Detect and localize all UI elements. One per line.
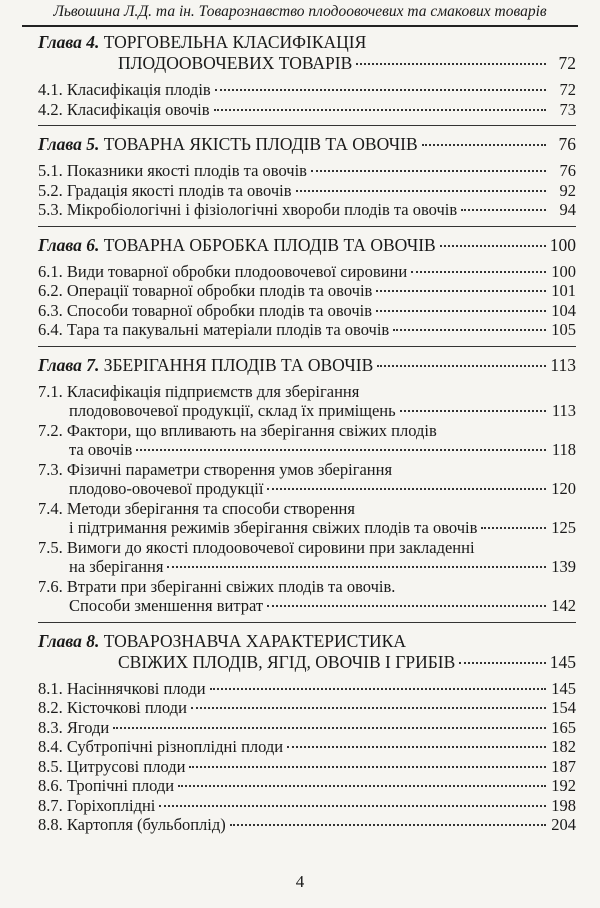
section-title-line: 8.4. Субтропічні різноплідні плоди: [38, 737, 284, 756]
section-title-line: 7.5. Вимоги до якості плодоовочевої сировини при закладенні: [38, 537, 475, 557]
dot-leader: [459, 662, 545, 664]
section-page: 72: [559, 80, 576, 99]
section-page: 92: [559, 180, 576, 200]
dot-leader: [191, 707, 546, 709]
section-title-line: 7.1. Класифікація підприємств для зберігання: [38, 381, 360, 401]
dot-leader: [113, 727, 546, 729]
section-entry: [38, 80, 576, 100]
section-entry: [38, 776, 576, 796]
section-page: 100: [551, 261, 576, 281]
chapter-heading: [38, 235, 576, 256]
chapter-label: Глава 6.: [38, 234, 100, 255]
section-page: 182: [551, 737, 576, 756]
section-page: 101: [551, 281, 576, 300]
chapter-page: 76: [558, 134, 576, 154]
page-number: 4: [295, 872, 305, 891]
dot-leader: [440, 245, 546, 247]
section-title-line: та овочів: [69, 440, 133, 459]
dot-leader: [411, 271, 546, 273]
chapter-entry: [38, 355, 576, 616]
section-title-line: 8.2. Кісточкові плоди: [38, 698, 187, 717]
dot-leader: [230, 824, 546, 826]
section-page: 204: [551, 815, 576, 834]
chapter-entry: [38, 32, 576, 119]
section-entry: [38, 161, 576, 181]
dot-leader: [178, 785, 546, 787]
section-page: 104: [551, 300, 576, 320]
chapter-divider: [38, 346, 576, 347]
section-title-line: 5.2. Градація якості плодів та овочів: [38, 180, 292, 200]
section-entry: [38, 200, 576, 220]
section-entry: [38, 796, 576, 816]
section-page: 187: [551, 756, 576, 776]
dot-leader: [311, 170, 546, 172]
section-entry: [38, 757, 576, 777]
dot-leader: [461, 209, 546, 211]
section-entry: [38, 499, 576, 538]
section-title-line: 8.3. Ягоди: [38, 717, 110, 737]
section-title-line: 8.6. Тропічні плоди: [38, 776, 175, 795]
section-title-line: 6.1. Види товарної обробки плодоовочевої сировини: [38, 261, 408, 281]
chapter-heading: [38, 631, 576, 673]
section-page: 165: [551, 717, 576, 737]
section-page: 142: [551, 596, 576, 615]
section-entry: [38, 281, 576, 301]
chapter-heading: [38, 32, 576, 74]
section-entry: [38, 698, 576, 718]
chapter-page: 100: [549, 234, 576, 255]
section-title-line: 4.1. Класифікація плодів: [38, 80, 211, 99]
section-title-line: Способи зменшення витрат: [69, 596, 264, 615]
chapter-page: 145: [549, 651, 576, 672]
section-page: 139: [551, 557, 576, 576]
section-entry: [38, 538, 576, 577]
section-page: 145: [551, 678, 576, 698]
section-entry: [38, 421, 576, 460]
chapter-heading: [38, 355, 576, 376]
dot-leader: [287, 746, 546, 748]
dot-leader: [210, 688, 546, 690]
section-title-line: плодововочевої продукції, склад їх приміщень: [69, 401, 396, 420]
dot-leader: [189, 766, 546, 768]
chapter-page: 72: [558, 53, 576, 73]
dot-leader: [422, 144, 546, 146]
section-title-line: 7.2. Фактори, що впливають на зберігання свіжих плодів: [38, 420, 437, 440]
section-entry: [38, 679, 576, 699]
dot-leader: [136, 449, 546, 451]
section-entry: [38, 181, 576, 201]
section-entry: [38, 382, 576, 421]
dot-leader: [296, 190, 547, 192]
section-title-line: плодово-овочевої продукції: [69, 479, 264, 498]
chapter-entry: [38, 235, 576, 340]
chapter-title-line: ТОВАРНА ЯКІСТЬ ПЛОДІВ ТА ОВОЧІВ: [103, 134, 418, 154]
section-title-line: 8.7. Горіхоплідні: [38, 795, 156, 815]
section-page: 73: [559, 99, 576, 119]
chapter-heading: [38, 134, 576, 155]
table-of-contents: [38, 32, 576, 835]
section-entry: [38, 460, 576, 499]
section-title-line: 8.8. Картопля (бульбоплід): [38, 815, 226, 834]
chapter-entry: [38, 631, 576, 835]
running-header: Львошина Л.Д. та ін. Товарознавство плодоовочевих та смакових товарів: [22, 2, 578, 27]
section-entry: [38, 737, 576, 757]
section-page: 192: [551, 776, 576, 795]
section-page: 105: [551, 320, 576, 339]
dot-leader: [481, 527, 546, 529]
section-title-line: 4.2. Класифікація овочів: [38, 99, 210, 119]
chapter-entry: [38, 134, 576, 220]
dot-leader: [267, 605, 546, 607]
chapter-label: Глава 7.: [38, 354, 100, 375]
section-title-line: 5.3. Мікробіологічні і фізіологічні хвороби плодів та овочів: [38, 200, 458, 219]
section-page: 120: [551, 479, 576, 498]
dot-leader: [376, 290, 546, 292]
dot-leader: [267, 488, 546, 490]
section-title-line: 6.2. Операції товарної обробки плодів та овочів: [38, 281, 373, 300]
dot-leader: [214, 109, 546, 111]
section-page: 94: [559, 200, 576, 219]
section-entry: [38, 718, 576, 738]
dot-leader: [393, 329, 546, 331]
section-title-line: 6.4. Тара та пакувальні матеріали плодів та овочів: [38, 320, 390, 339]
chapter-title-line: ТОВАРОЗНАВЧА ХАРАКТЕРИСТИКА: [103, 630, 406, 651]
chapter-title-line: ТОРГОВЕЛЬНА КЛАСИФІКАЦІЯ: [103, 32, 367, 52]
dot-leader: [167, 566, 546, 568]
section-entry: [38, 815, 576, 835]
dot-leader: [377, 365, 546, 367]
dot-leader: [159, 805, 546, 807]
section-page: 76: [559, 161, 576, 180]
dot-leader: [400, 410, 546, 412]
chapter-page: 113: [550, 354, 576, 375]
section-page: 113: [551, 401, 576, 420]
section-title-line: 5.1. Показники якості плодів та овочів: [38, 161, 307, 180]
section-page: 125: [551, 518, 576, 537]
chapter-divider: [38, 622, 576, 623]
chapter-label: Глава 8.: [38, 630, 100, 651]
chapter-title-line: ПЛОДООВОЧЕВИХ ТОВАРІВ: [118, 53, 353, 73]
section-page: 118: [551, 440, 576, 459]
chapter-label: Глава 4.: [38, 32, 100, 52]
section-entry: [38, 320, 576, 340]
section-title-line: на зберігання: [69, 557, 164, 576]
section-title-line: і підтримання режимів зберігання свіжих плодів та овочів: [69, 518, 478, 537]
section-title-line: 8.1. Насіннячкові плоди: [38, 678, 206, 698]
chapter-label: Глава 5.: [38, 134, 100, 154]
section-entry: [38, 301, 576, 321]
dot-leader: [356, 63, 546, 65]
section-page: 198: [551, 795, 576, 815]
chapter-divider: [38, 125, 576, 126]
chapter-title-line: СВІЖИХ ПЛОДІВ, ЯГІД, ОВОЧІВ І ГРИБІВ: [118, 651, 456, 672]
chapter-divider: [38, 226, 576, 227]
dot-leader: [215, 89, 546, 91]
section-title-line: 7.3. Фізичні параметри створення умов зберігання: [38, 459, 393, 479]
section-title-line: 6.3. Способи товарної обробки плодів та овочів: [38, 300, 373, 320]
chapter-title-line: ТОВАРНА ОБРОБКА ПЛОДІВ ТА ОВОЧІВ: [103, 234, 436, 255]
dot-leader: [376, 310, 546, 312]
section-title-line: 7.6. Втрати при зберіганні свіжих плодів та овочів.: [38, 576, 396, 596]
chapter-title-line: ЗБЕРІГАННЯ ПЛОДІВ ТА ОВОЧІВ: [103, 354, 374, 375]
section-title-line: 8.5. Цитрусові плоди: [38, 756, 186, 776]
section-entry: [38, 577, 576, 616]
section-entry: [38, 100, 576, 120]
section-page: 154: [551, 698, 576, 717]
section-title-line: 7.4. Методи зберігання та способи створення: [38, 498, 355, 518]
section-entry: [38, 262, 576, 282]
